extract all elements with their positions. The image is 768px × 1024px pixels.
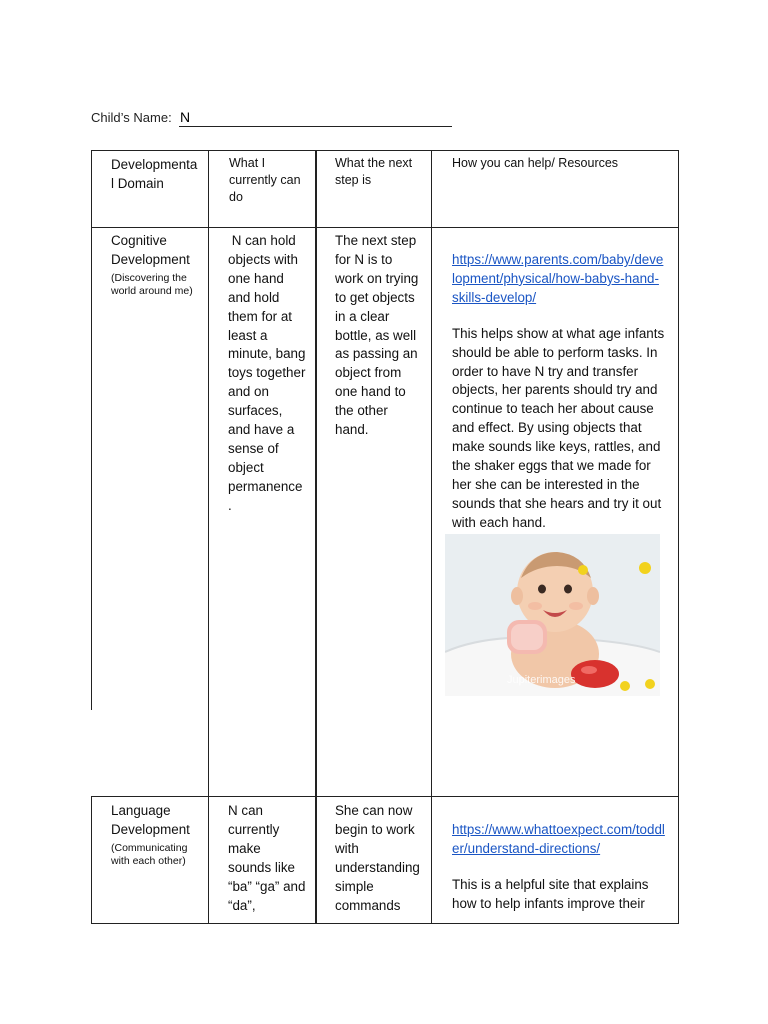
header-row-divider [91, 227, 679, 228]
column-header-domain: Developmenta l Domain [111, 157, 198, 191]
row-divider [315, 796, 679, 797]
childs-name-value: N [180, 109, 191, 125]
column-header-current: What I currently can do [229, 156, 301, 204]
next-step-text: The next step for N is to work on trying to get objects in a clear bottle, as well as passing an object from one hand to the other hand. [335, 233, 419, 438]
childs-name-row [91, 109, 191, 125]
childs-name-underline [179, 126, 452, 127]
table-row-cognitive [111, 232, 207, 298]
row-divider [208, 796, 315, 797]
photo-watermark: Jupiterimages [507, 674, 576, 686]
column-divider [315, 150, 317, 923]
table-top-border [91, 150, 679, 151]
next-step-text: She can now begin to work with understanding simple commands [335, 803, 420, 913]
domain-subtitle: (Discovering the world around me) [111, 271, 193, 297]
domain-title: Language Development [111, 803, 190, 837]
table-left-border [91, 150, 92, 710]
column-divider [208, 150, 209, 923]
domain-subtitle: (Communicating with each other) [111, 841, 188, 867]
resource-link-whattoexpect[interactable]: https://www.whattoexpect.com/toddl er/understand-directions/ [452, 822, 665, 856]
current-ability-text: N can currently make sounds like “ba” “ga” and “da”, [228, 803, 306, 913]
resource-description: This is a helpful site that explains how to help infants improve their [452, 876, 649, 911]
table-row-language [111, 802, 207, 868]
column-header-resources: How you can help/ Resources [452, 156, 619, 170]
resource-description: This helps show at what age infants should be able to perform tasks. In order to have N try and transfer objects, her parents should try and continue to teach her about cause and effect. By using objects that make sounds like keys, rattles, and the shaker eggs that we made for her she can be interested in the sounds that she hears and try it out with each hand. [452, 325, 665, 530]
domain-title: Cognitive Development [111, 233, 190, 267]
baby-photo [445, 534, 660, 696]
table-bottom-border [91, 923, 679, 924]
baby-photo-illustration [445, 534, 660, 696]
resource-link-parents[interactable]: https://www.parents.com/baby/deve lopment/physical/how-babys-hand- skills-develop/ [452, 252, 664, 305]
column-header-next-step: What the next step is [335, 156, 413, 187]
childs-name-label: Child’s Name: [91, 110, 172, 125]
column-divider [431, 150, 432, 923]
current-ability-text: N can hold objects with one hand and hold them for at least a minute, bang toys together and on surfaces, and have a sense of object permanence . [228, 233, 306, 513]
resource-cell [452, 821, 677, 914]
table-left-border [91, 796, 92, 923]
table-right-border [678, 150, 679, 923]
row-divider [91, 796, 208, 797]
resource-cell [452, 251, 677, 533]
